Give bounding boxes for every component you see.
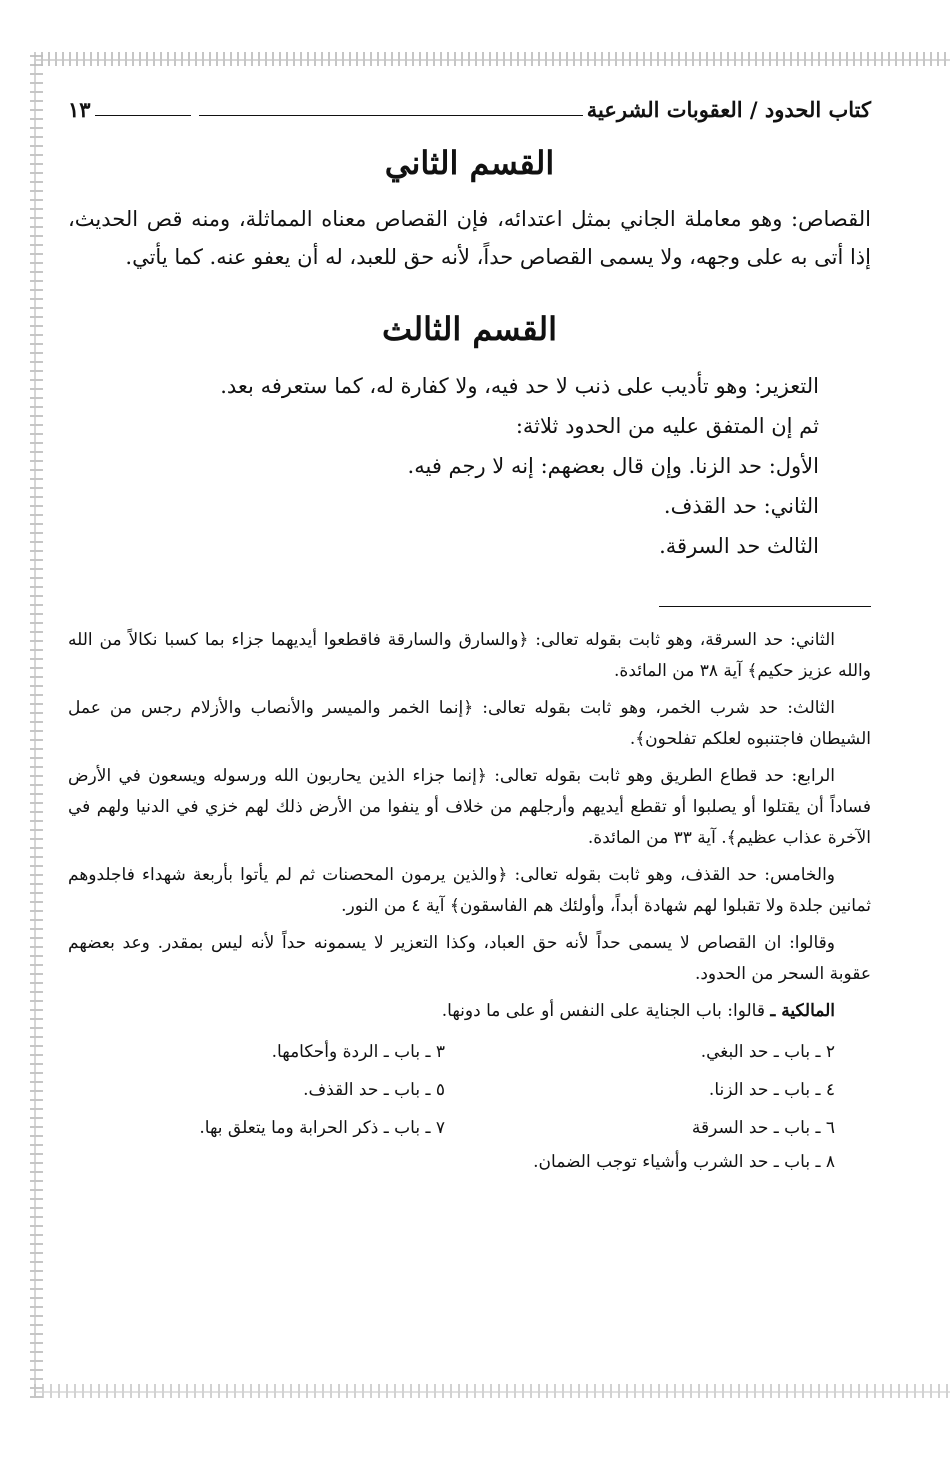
second-hadd-line: الثاني: حد القذف. [663,494,819,518]
header-rule [199,115,583,116]
chapter-item: ٤ ـ باب ـ حد الزنا. [708,1080,835,1100]
chapter-item: ٥ ـ باب ـ حد القذف. [303,1080,445,1100]
tazir-block [68,366,819,566]
first-hadd-line: الأول: حد الزنا. وإن قال بعضهم: إنه لا رجم فيه. [407,454,819,478]
decorative-border-top [34,52,950,66]
third-hadd-line: الثالث حد السرقة. [659,534,819,558]
decorative-border-left [30,52,43,1398]
tazir-line: التعزير: وهو تأديب على ذنب لا حد فيه، ولا كفارة له، كما ستعرفه بعد. [220,374,819,398]
footnote-paragraph: وقالوا: ان القصاص لا يسمى حداً لأنه حق العباد، وكذا التعزير لا يسمونه حداً لأنه ليس بمقدر. وعد بعضهم عقوبة السحر من الحدود. [68,933,871,984]
qisas-text: : وهو معاملة الجاني بمثل اعتدائه، فإن القصاص معناه المماثلة، ومنه قص الحديث، إذا أتى به على وجهه، ولا يسمى القصاص حداً، لأنه حق للعبد، له أن يعفو عنه. كما يأتي. [68,207,871,269]
maliki-paragraph [68,996,871,1027]
book-title: كتاب الحدود / العقوبات الشرعية [586,97,871,122]
page-content [68,90,871,1184]
section-title-third: القسم الثالث [381,310,558,348]
section-title-second: القسم الثاني [384,144,555,182]
footnote-paragraph: الرابع: حد قطاع الطريق وهو ثابت بقوله تعالى: ﴿إنما جزاء الذين يحاربون الله ورسوله ويسعون في الأرض فساداً أن يقتلوا أو يصلبوا أو تقطع أيديهم وأرجلهم من خلاف أو ينفوا من الأرض ذلك لهم خزي في الدنيا ولهم في الآخرة عذاب عظيم﴾. آية ٣٣ من المائدة. [68,766,871,848]
qisas-paragraph [68,200,871,276]
header-rule-short [95,115,191,116]
maliki-text: قالوا: باب الجناية على النفس أو على ما دونها. [441,1001,771,1021]
chapters-list [68,1033,835,1147]
page-number: ١٣ [68,97,91,122]
footnote-paragraph: الثاني: حد السرقة، وهو ثابت بقوله تعالى: ﴿والسارق والسارقة فاقطعوا أيديهما جزاء بما كسبا نكالاً من الله والله عزيز حكيم﴾ آية ٣٨ من المائدة. [68,630,871,681]
chapter-item: ٧ ـ باب ـ ذكر الحرابة وما يتعلق بها. [199,1118,445,1138]
footnote-paragraph: الثالث: حد شرب الخمر، وهو ثابت بقوله تعالى: ﴿إنما الخمر والميسر والأنصاب والأزلام رجس من عمل الشيطان فاجتنبوه لعلكم تفلحون﴾. [68,698,871,749]
running-header [68,90,871,122]
qisas-term: القصاص [798,207,871,231]
decorative-border-bottom [34,1384,950,1398]
maliki-label: المالكية ـ [770,1001,835,1021]
footnote-paragraph: والخامس: حد القذف، وهو ثابت بقوله تعالى: ﴿والذين يرمون المحصنات ثم لم يأتوا بأربعة شهداء فاجلدوهم ثمانين جلدة ولا تقبلوا لهم شهادة أبداً، وأولئك هم الفاسقون﴾ آية ٤ من النور. [68,865,871,916]
footnote-separator [659,606,871,607]
chapter-item: ٣ ـ باب ـ الردة وأحكامها. [271,1042,445,1062]
agreed-hudud-line: ثم إن المتفق عليه من الحدود ثلاثة: [515,414,819,438]
footnotes [68,625,871,1178]
chapter-item: ٦ ـ باب ـ حد السرقة [691,1118,835,1138]
chapter-item: ٢ ـ باب ـ حد البغي. [700,1042,835,1062]
last-chapter-line: ٨ ـ باب ـ حد الشرب وأشياء توجب الضمان. [533,1152,835,1172]
